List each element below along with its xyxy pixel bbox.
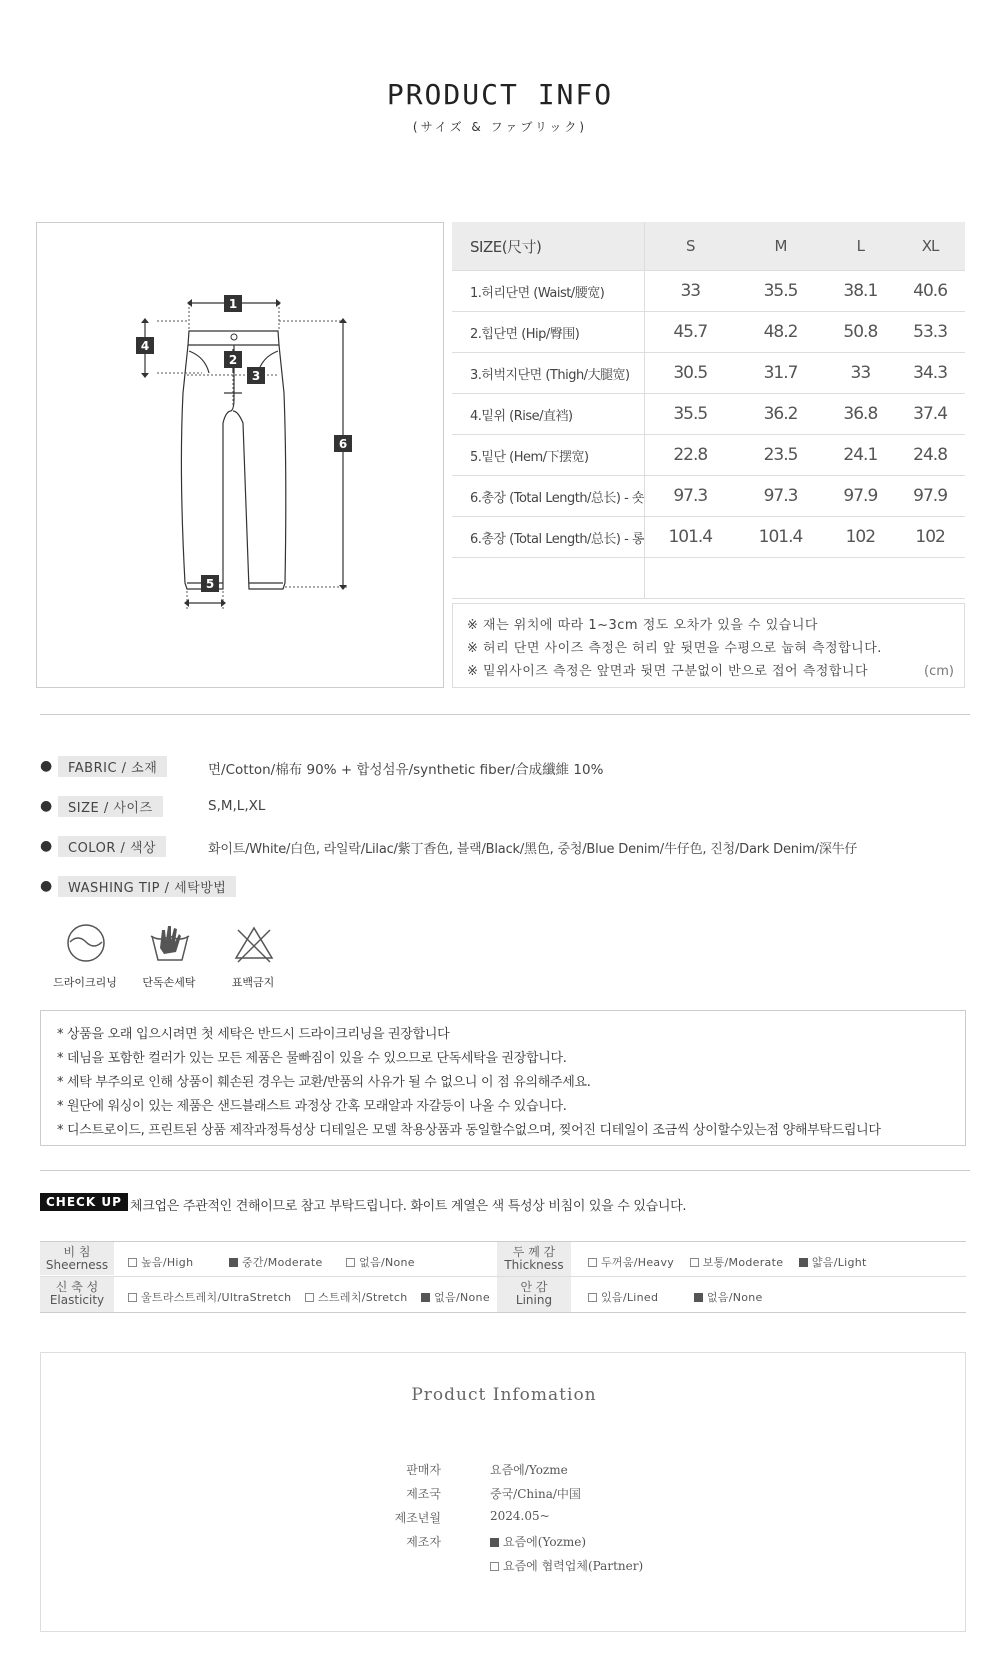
prop-sheerness-head (40, 1242, 114, 1276)
product-information (40, 1352, 966, 1632)
care-note: * 데님을 포함한 컬러가 있는 모든 제품은 물빠짐이 있을 수 있으므로 단독세탁을 권장합니다. (57, 1051, 567, 1066)
option-label: 높음/High (141, 1256, 194, 1269)
marker-5: 5 (205, 577, 215, 591)
prop-lining-head (497, 1277, 571, 1312)
info-key: 판매자 (406, 1463, 441, 1477)
divider (40, 1170, 970, 1171)
info-value (490, 1557, 643, 1574)
washing-no-bleach (208, 922, 298, 992)
table-row (452, 394, 965, 435)
checkbox-checked-icon (229, 1258, 238, 1267)
size-col-m: M (736, 222, 826, 271)
care-note: * 세탁 부주의로 인해 상품이 훼손된 경우는 교환/반품의 사유가 될 수 없으니 이 점 유의해주세요. (57, 1075, 591, 1090)
option-label: 중간/Moderate (241, 1256, 323, 1269)
cell-value: 102 (895, 517, 965, 558)
cell-value: 24.1 (825, 435, 895, 476)
marker-2: 2 (228, 353, 238, 367)
checkup-text: 체크업은 주관적인 견해이므로 참고 부탁드립니다. 화이트 계열은 색 특성상 비침이 있을 수 있습니다. (130, 1199, 687, 1214)
pants-illustration (37, 223, 443, 687)
table-row (452, 476, 965, 517)
prop-label-ko: 두 께 감 (512, 1245, 556, 1259)
option-label: 울트라스트레치/UltraStretch (141, 1291, 292, 1304)
table-row (452, 312, 965, 353)
checkbox-checked-icon (799, 1258, 808, 1267)
prop-label-ko: 비 침 (63, 1245, 91, 1259)
option-label: 보통/Moderate (702, 1256, 784, 1269)
wash-label: 단독손세탁 (142, 976, 196, 989)
note-line: ※ 허리 단면 사이즈 측정은 허리 앞 뒷면을 수평으로 눕혀 측정합니다. (467, 641, 882, 656)
care-note: * 원단에 워싱이 있는 제품은 샌드블래스트 과정상 간혹 모래알과 자갈등이 나올 수 있습니다. (57, 1099, 567, 1114)
info-value: 중국/China/中国 (490, 1487, 581, 1501)
table-row (452, 353, 965, 394)
pants-diagram (36, 222, 444, 688)
marker-3: 3 (251, 369, 261, 383)
cell-value: 97.3 (645, 476, 736, 517)
prop-elasticity-options (128, 1289, 490, 1305)
unit-label: (cm) (924, 664, 954, 679)
option-label: 두꺼움/Heavy (601, 1256, 675, 1269)
spec-fabric (40, 756, 970, 778)
spec-label: SIZE / 사이즈 (58, 796, 163, 817)
manufacturer-option: 요즘에(Yozme) (503, 1535, 587, 1549)
wash-label: 드라이크리닝 (53, 976, 117, 989)
prop-thickness-options (588, 1254, 867, 1270)
cell-value: 97.3 (736, 476, 826, 517)
bullet-icon: ● (40, 878, 53, 894)
checkbox-unchecked-icon (588, 1258, 597, 1267)
checkbox-unchecked-icon (690, 1258, 699, 1267)
prop-lining-options (588, 1289, 763, 1305)
cell-value: 101.4 (645, 517, 736, 558)
prop-sheerness-options (128, 1254, 415, 1270)
bullet-icon: ● (40, 798, 53, 814)
size-col-s: S (645, 222, 736, 271)
cell-value: 40.6 (895, 271, 965, 312)
cell-value: 35.5 (645, 394, 736, 435)
spec-color (40, 836, 970, 858)
bullet-icon: ● (40, 838, 53, 854)
washing-hand-wash (124, 922, 214, 992)
prop-label-ko: 안 감 (520, 1280, 548, 1294)
info-key: 제조년월 (394, 1511, 441, 1525)
cell-value: 22.8 (645, 435, 736, 476)
info-value: 2024.05~ (490, 1509, 550, 1523)
product-info-title: Product Infomation (411, 1385, 597, 1405)
cell-empty (645, 558, 965, 599)
washing-dry-clean (40, 922, 130, 992)
checkbox-checked-icon (490, 1538, 499, 1547)
checkbox-unchecked-icon (128, 1293, 137, 1302)
checkbox-checked-icon (694, 1293, 703, 1302)
table-row-empty (452, 558, 965, 599)
cell-value: 36.2 (736, 394, 826, 435)
marker-1: 1 (228, 297, 238, 311)
cell-value: 30.5 (645, 353, 736, 394)
cell-value: 102 (825, 517, 895, 558)
divider (40, 714, 970, 715)
size-col-xl: XL (895, 222, 965, 271)
size-table (452, 222, 965, 599)
spec-label: COLOR / 색상 (58, 836, 166, 857)
page-title: PRODUCT INFO (386, 78, 614, 111)
checkbox-unchecked-icon (490, 1562, 499, 1571)
option-label: 없음/None (434, 1291, 490, 1304)
row-label: 1.허리단면 (Waist/腰宽) (452, 271, 645, 312)
prop-label-en: Lining (515, 1293, 553, 1307)
cell-value: 45.7 (645, 312, 736, 353)
info-key: 제조자 (406, 1535, 441, 1549)
spec-size (40, 796, 970, 818)
cell-value: 48.2 (736, 312, 826, 353)
info-value: 요즘에/Yozme (490, 1463, 568, 1477)
cell-value: 38.1 (825, 271, 895, 312)
checkbox-unchecked-icon (305, 1293, 314, 1302)
checkbox-unchecked-icon (128, 1258, 137, 1267)
care-note: * 상품을 오래 입으시려면 첫 세탁은 반드시 드라이크리닝을 권장합니다 (57, 1027, 450, 1042)
spec-value: S,M,L,XL (208, 798, 266, 814)
spec-washing (40, 876, 970, 898)
checkup-badge: CHECK UP (40, 1193, 128, 1211)
measurement-notes (452, 603, 965, 688)
spec-value: 면/Cotton/棉布 90% + 합성섬유/synthetic fiber/合成纖維 10% (208, 762, 604, 778)
spec-label: FABRIC / 소재 (58, 756, 167, 777)
care-notes-box (40, 1010, 966, 1146)
size-col-l: L (825, 222, 895, 271)
note-line: ※ 밑위사이즈 측정은 앞면과 뒷면 구분없이 반으로 접어 측정합니다 (467, 664, 869, 679)
row-label: 5.밑단 (Hem/下摆宽) (452, 435, 645, 476)
checkbox-unchecked-icon (588, 1293, 597, 1302)
prop-label-en: Sheerness (45, 1258, 109, 1272)
info-key: 제조국 (406, 1487, 441, 1501)
option-label: 얇음/Light (811, 1256, 867, 1269)
cell-value: 97.9 (895, 476, 965, 517)
wash-label: 표백금지 (231, 976, 275, 989)
option-label: 없음/None (706, 1291, 763, 1304)
manufacturer-option: 요즘에 협력업체(Partner) (503, 1559, 644, 1573)
row-label: 4.밑위 (Rise/直裆) (452, 394, 645, 435)
table-row (452, 435, 965, 476)
marker-6: 6 (338, 437, 348, 451)
no-bleach-icon (232, 924, 276, 964)
cell-value: 50.8 (825, 312, 895, 353)
cell-value: 36.8 (825, 394, 895, 435)
spec-label: WASHING TIP / 세탁방법 (58, 876, 236, 897)
info-value (490, 1533, 586, 1550)
cell-value: 35.5 (736, 271, 826, 312)
care-note: * 디스트로이드, 프린트된 상품 제작과정특성상 디테일은 모델 착용상품과 동일할수없으며, 찢어진 디테일이 조금씩 상이할수있는점 양해부탁드립니다 (57, 1123, 881, 1138)
bullet-icon: ● (40, 758, 53, 774)
prop-thickness-head (497, 1242, 571, 1276)
row-label: 3.허벅지단면 (Thigh/大腿宽) (452, 353, 645, 394)
cell-value: 101.4 (736, 517, 826, 558)
size-header-label: SIZE(尺寸) (452, 222, 645, 271)
dry-clean-icon (65, 922, 107, 964)
table-row (452, 271, 965, 312)
note-line: ※ 재는 위치에 따라 1~3cm 정도 오차가 있을 수 있습니다 (467, 618, 818, 633)
option-label: 있음/Lined (601, 1291, 659, 1304)
cell-value: 31.7 (736, 353, 826, 394)
cell-value: 37.4 (895, 394, 965, 435)
prop-elasticity-head (40, 1277, 114, 1312)
cell-value: 24.8 (895, 435, 965, 476)
cell-value: 53.3 (895, 312, 965, 353)
row-label: 6.총장 (Total Length/总长) - 롱 (452, 517, 645, 558)
cell-value: 23.5 (736, 435, 826, 476)
spec-value: 화이트/White/白色, 라일락/Lilac/紫丁香色, 블랙/Black/黑色, 중청/Blue Denim/牛仔色, 진청/Dark Denim/深牛仔 (208, 842, 858, 857)
prop-label-en: Thickness (504, 1258, 564, 1272)
cell-value: 34.3 (895, 353, 965, 394)
row-label: 2.힙단면 (Hip/臀围) (452, 312, 645, 353)
cell-value: 33 (825, 353, 895, 394)
size-table-header (452, 222, 965, 271)
checkbox-unchecked-icon (346, 1258, 355, 1267)
page-subtitle: (サイズ & ファブリック) (412, 120, 588, 134)
table-row (452, 517, 965, 558)
fabric-properties (40, 1241, 966, 1313)
prop-label-en: Elasticity (49, 1293, 105, 1307)
option-label: 스트레치/Stretch (318, 1291, 408, 1304)
marker-4: 4 (140, 339, 150, 353)
row-label-empty (452, 558, 645, 599)
cell-value: 33 (645, 271, 736, 312)
cell-value: 97.9 (825, 476, 895, 517)
option-label: 없음/None (359, 1256, 415, 1269)
checkbox-checked-icon (421, 1293, 430, 1302)
prop-label-ko: 신 축 성 (55, 1280, 99, 1294)
row-label: 6.총장 (Total Length/总长) - 숏 (452, 476, 645, 517)
hand-wash-icon (148, 922, 192, 964)
